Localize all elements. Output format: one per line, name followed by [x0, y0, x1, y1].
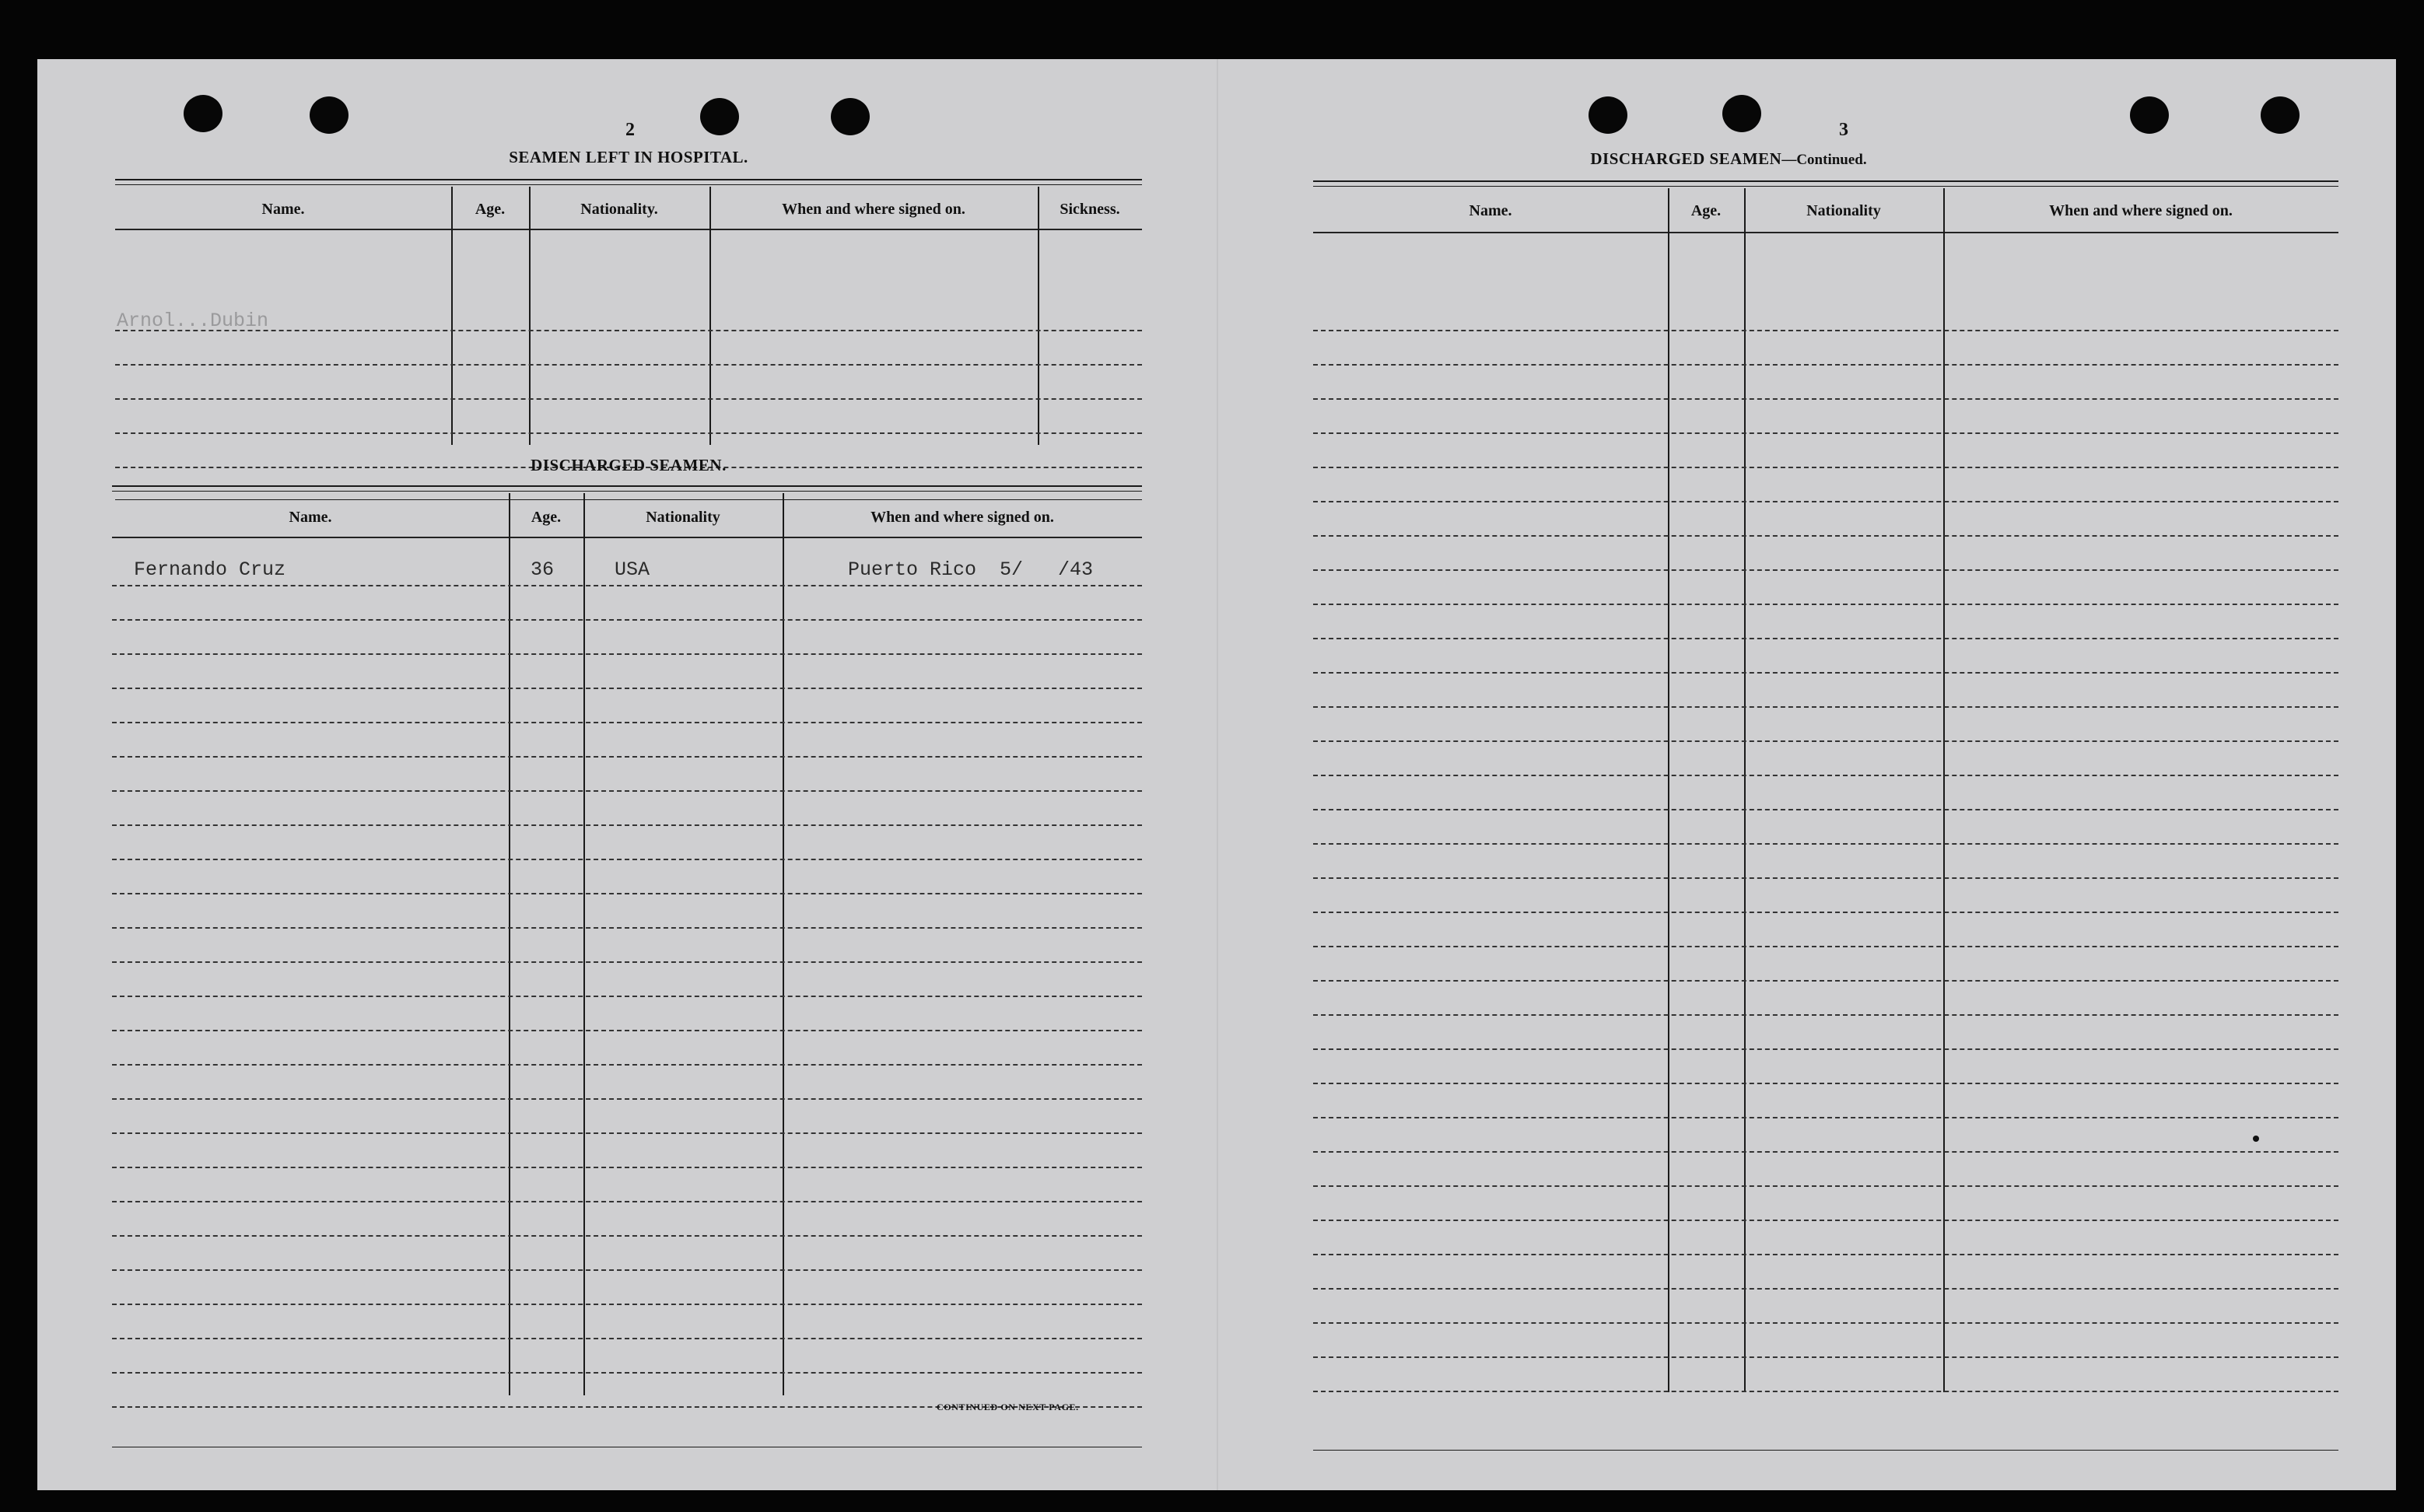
discharged-row-name: Fernando Cruz — [134, 558, 286, 581]
discharged-row-age: 36 — [531, 558, 555, 581]
table-top-rule — [112, 485, 1142, 487]
entry-line — [112, 1338, 1142, 1339]
entry-line — [112, 790, 1142, 792]
header-bottom-rule — [115, 229, 1142, 230]
punch-hole — [2261, 96, 2300, 134]
right-section-title — [1217, 149, 2240, 169]
column-divider — [1943, 188, 1945, 1392]
right-page — [1217, 59, 2396, 1490]
entry-line — [115, 330, 1142, 331]
table-bottom-rule — [1313, 1450, 2338, 1451]
entry-line — [112, 1201, 1142, 1202]
column-divider — [783, 493, 784, 1395]
header-bottom-rule — [112, 537, 1142, 538]
table-top-rule — [115, 184, 1142, 185]
table-top-rule — [115, 179, 1142, 180]
entry-line — [1313, 946, 2338, 947]
entry-line — [112, 859, 1142, 860]
entry-line — [1313, 1288, 2338, 1290]
entry-line — [112, 961, 1142, 963]
entry-line — [1313, 809, 2338, 810]
entry-line — [115, 432, 1142, 434]
column-header-sickness: Sickness. — [1060, 201, 1120, 218]
entry-line — [1313, 706, 2338, 708]
entry-line — [112, 1235, 1142, 1237]
right-section-title-main: DISCHARGED SEAMEN — [1590, 149, 1782, 168]
column-divider — [509, 493, 510, 1395]
page-number: 3 — [1839, 120, 1848, 140]
entry-line — [112, 1098, 1142, 1100]
column-header-nationality: Nationality — [646, 509, 720, 526]
entry-line — [1313, 740, 2338, 742]
punch-hole — [1589, 96, 1627, 134]
ink-speck — [2253, 1136, 2259, 1142]
entry-line — [112, 722, 1142, 723]
entry-line — [1313, 843, 2338, 845]
entry-line — [1313, 1117, 2338, 1118]
entry-line — [112, 585, 1142, 586]
entry-line — [1313, 672, 2338, 674]
column-header-signed-on: When and where signed on. — [870, 509, 1054, 526]
entry-line — [112, 688, 1142, 689]
column-header-nationality: Nationality. — [580, 201, 658, 218]
punch-hole — [2130, 96, 2169, 134]
right-section-title-suffix: —Continued. — [1781, 152, 1867, 168]
entry-line — [112, 1132, 1142, 1134]
page-number: 2 — [625, 120, 635, 140]
entry-line — [112, 1064, 1142, 1066]
column-header-nationality: Nationality — [1806, 202, 1881, 219]
entry-line — [1313, 604, 2338, 605]
entry-line — [1313, 364, 2338, 366]
punch-hole — [310, 96, 349, 134]
hospital-row-name: Arnol...Dubin — [117, 310, 269, 332]
discharged-continued-table — [1313, 180, 2338, 1464]
punch-hole — [1722, 95, 1761, 132]
continued-note: CONTINUED ON NEXT PAGE. — [937, 1402, 1079, 1412]
entry-line — [115, 364, 1142, 366]
entry-line — [1313, 501, 2338, 502]
header-bottom-rule — [1313, 232, 2338, 233]
entry-line — [1313, 1254, 2338, 1255]
entry-line — [1313, 1083, 2338, 1084]
entry-line — [1313, 1185, 2338, 1187]
column-header-name: Name. — [289, 509, 332, 526]
punch-hole — [700, 98, 739, 135]
entry-line — [1313, 1391, 2338, 1392]
entry-line — [112, 1269, 1142, 1271]
hospital-section-title: SEAMEN LEFT IN HOSPITAL. — [509, 148, 748, 166]
entry-line — [112, 927, 1142, 929]
entry-line — [1313, 1014, 2338, 1016]
entry-line — [1313, 467, 2338, 468]
entry-line — [1313, 535, 2338, 537]
table-top-rule — [1313, 180, 2338, 182]
entry-line — [112, 756, 1142, 758]
column-header-signed-on: When and where signed on. — [782, 201, 965, 218]
column-divider — [529, 187, 531, 445]
column-header-name: Name. — [1469, 202, 1512, 219]
column-header-age: Age. — [1690, 202, 1722, 219]
table-top-rule — [1313, 186, 2338, 187]
entry-line — [112, 1167, 1142, 1168]
entry-line — [112, 996, 1142, 997]
entry-line — [112, 824, 1142, 826]
entry-line — [112, 653, 1142, 655]
entry-line — [112, 1372, 1142, 1374]
entry-line — [115, 398, 1142, 400]
entry-line — [1313, 1356, 2338, 1358]
entry-line — [1313, 877, 2338, 879]
entry-line — [1313, 569, 2338, 571]
document-spread — [37, 59, 2396, 1490]
entry-line — [1313, 398, 2338, 400]
discharged-row-signed-on: Puerto Rico 5/ /43 — [848, 558, 1094, 581]
entry-line — [1313, 638, 2338, 639]
column-header-signed-on: When and where signed on. — [2049, 202, 2233, 219]
entry-line — [1313, 1151, 2338, 1153]
entry-line — [1313, 432, 2338, 434]
entry-line — [1313, 330, 2338, 331]
column-divider — [583, 493, 585, 1395]
column-divider — [1038, 187, 1039, 445]
entry-line — [112, 619, 1142, 621]
entry-line — [1313, 1220, 2338, 1221]
punch-hole — [831, 98, 870, 135]
column-header-age: Age. — [475, 201, 506, 218]
entry-line — [1313, 912, 2338, 913]
table-top-rule — [112, 491, 1142, 492]
column-divider — [709, 187, 711, 445]
entry-line — [112, 1030, 1142, 1031]
column-divider — [1744, 188, 1746, 1392]
entry-line — [112, 1304, 1142, 1305]
column-header-age: Age. — [531, 509, 562, 526]
column-divider — [1668, 188, 1669, 1392]
entry-line — [1313, 1322, 2338, 1324]
entry-line — [1313, 775, 2338, 776]
entry-line — [1313, 1048, 2338, 1050]
discharged-table — [112, 485, 1142, 1465]
punch-hole — [184, 95, 222, 132]
column-header-name: Name. — [261, 201, 305, 218]
discharged-section-title: DISCHARGED SEAMEN. — [531, 456, 727, 474]
entry-line — [1313, 980, 2338, 982]
column-divider — [451, 187, 453, 445]
left-page — [37, 59, 1220, 1490]
discharged-row-nationality: USA — [615, 558, 650, 581]
entry-line — [112, 893, 1142, 894]
